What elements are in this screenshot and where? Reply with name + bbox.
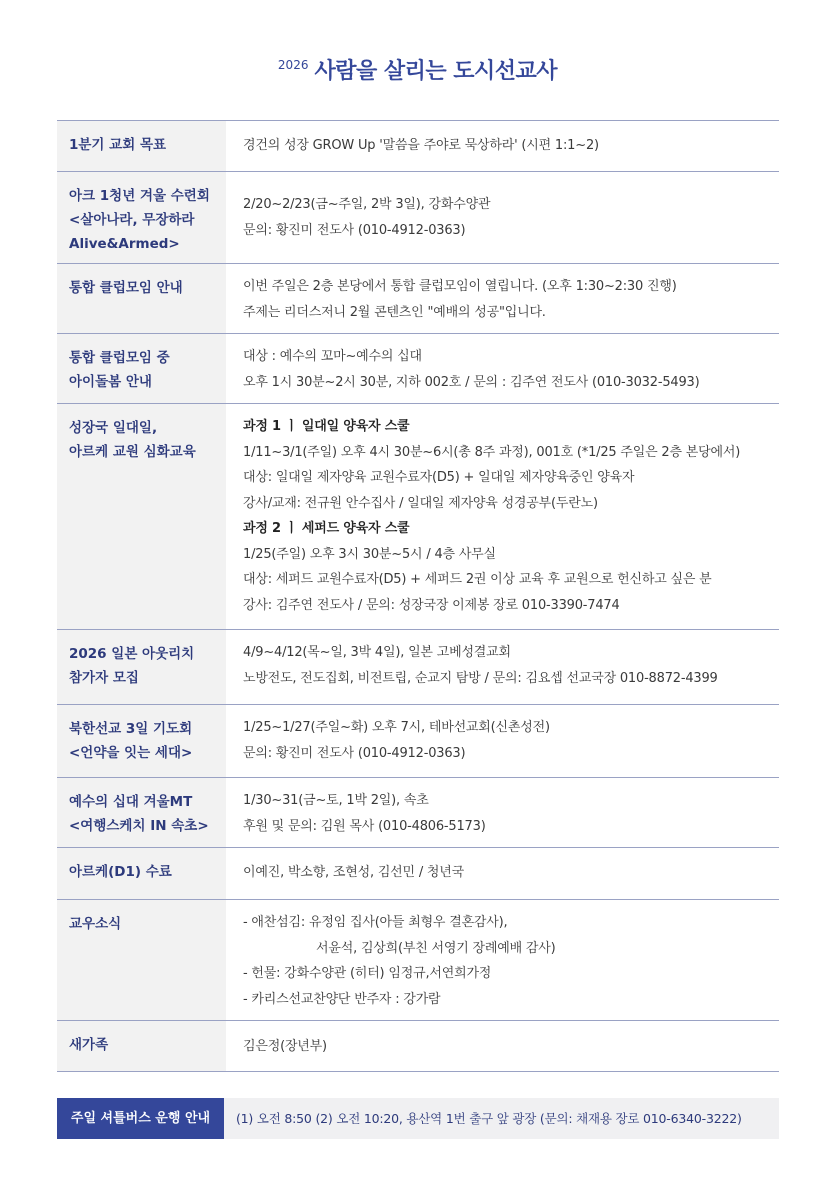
announcement-row-newcomers — [57, 1021, 779, 1072]
row-content — [226, 1021, 779, 1071]
page-header — [0, 54, 835, 85]
announcement-row-mt — [57, 778, 779, 848]
row-label: 아크 1청년 겨울 수련회 <살아나라, 무장하라 Alive&Armed> — [57, 172, 226, 263]
announcement-row-retreat — [57, 172, 779, 264]
content-line: 서윤석, 김상희(부친 서영기 장례예배 감사) — [316, 940, 556, 956]
content-line: 문의: 황진미 전도사 (010-4912-0363) — [243, 745, 466, 761]
announcement-row-club — [57, 264, 779, 334]
content-line: - 애찬섬김: 유정임 집사(아들 최형우 결혼감사), — [243, 915, 508, 930]
row-label: 북한선교 3일 기도회 <언약을 잇는 세대> — [57, 705, 226, 777]
announcement-row-goal — [57, 121, 779, 172]
content-line: 이번 주일은 2층 본당에서 통합 클럽모임이 열립니다. (오후 1:30~2:30 진행) — [243, 279, 677, 294]
content-line: 강사/교재: 전규원 안수집사 / 일대일 제자양육 성경공부(두란노) — [243, 495, 598, 511]
announcement-row-prayer — [57, 705, 779, 778]
row-label: 통합 클럽모임 안내 — [57, 264, 226, 333]
announcement-row-news — [57, 900, 779, 1021]
content-line: 2/20~2/23(금~주일, 2박 3일), 강화수양관 — [243, 197, 491, 212]
row-label: 교우소식 — [57, 900, 226, 1020]
content-line: 강사: 김주연 전도사 / 문의: 성장국장 이제봉 장로 010-3390-7474 — [243, 597, 620, 613]
row-label: 예수의 십대 겨울MT <여행스케치 IN 속초> — [57, 778, 226, 847]
row-content — [226, 778, 779, 847]
content-line: 대상: 세퍼드 교원수료자(D5) + 세퍼드 2권 이상 교육 후 교원으로 헌신하고 싶은 분 — [243, 572, 712, 587]
row-content — [226, 900, 779, 1020]
shuttle-bus-label: 주일 셔틀버스 운행 안내 — [57, 1098, 224, 1139]
row-label: 성장국 일대일, 아르케 교원 심화교육 — [57, 404, 226, 629]
content-line: 1/11~3/1(주일) 오후 4시 30분~6시(총 8주 과정), 001호 (*1/25 주일은 2층 본당에서) — [243, 444, 741, 460]
content-line: 이예진, 박소향, 조현성, 김선민 / 청년국 — [243, 865, 465, 880]
content-line: 대상 : 예수의 꼬마~예수의 십대 — [243, 349, 422, 364]
row-content — [226, 172, 779, 263]
header-year: 2026 — [277, 58, 309, 72]
content-line: 김은정(장년부) — [243, 1039, 327, 1054]
content-line: 오후 1시 30분~2시 30분, 지하 002호 / 문의 : 김주연 전도사 (010-3032-5493) — [243, 374, 700, 390]
shuttle-bus-banner — [57, 1098, 779, 1139]
content-line: 노방전도, 전도집회, 비전트립, 순교지 탐방 / 문의: 김요셉 선교국장 010-8872-4399 — [243, 670, 718, 686]
row-label: 2026 일본 아웃리치 참가자 모집 — [57, 630, 226, 704]
course-title: 과정 1 ㅣ 일대일 양육자 스쿨 — [243, 419, 410, 434]
content-line: 주제는 리더스저니 2월 콘텐츠인 "예배의 성공"입니다. — [243, 304, 546, 320]
content-line: 경건의 성장 GROW Up '말씀을 주야로 묵상하라' (시편 1:1~2) — [243, 138, 599, 153]
content-line: 4/9~4/12(목~일, 3박 4일), 일본 고베성결교회 — [243, 645, 511, 660]
content-line: 문의: 황진미 전도사 (010-4912-0363) — [243, 222, 466, 238]
announcement-row-childcare — [57, 334, 779, 404]
content-line: - 헌물: 강화수양관 (히터) 임정규,서연희가정 — [243, 966, 492, 981]
row-content — [226, 848, 779, 899]
course-title: 과정 2 ㅣ 세퍼드 양육자 스쿨 — [243, 521, 410, 536]
row-content — [226, 404, 779, 629]
content-line: 1/25~1/27(주일~화) 오후 7시, 테바선교회(신촌성전) — [243, 720, 550, 735]
row-label: 아르케(D1) 수료 — [57, 848, 226, 899]
page-title: 사람을 살리는 도시선교사 — [314, 59, 558, 84]
row-content — [226, 121, 779, 171]
content-line: 후원 및 문의: 김원 목사 (010-4806-5173) — [243, 818, 486, 834]
row-label: 통합 클럽모임 중 아이돌봄 안내 — [57, 334, 226, 403]
content-line: 대상: 일대일 제자양육 교원수료자(D5) + 일대일 제자양육중인 양육자 — [243, 470, 635, 485]
announcement-table — [57, 120, 779, 1072]
announcement-row-outreach — [57, 630, 779, 705]
announcement-row-arche — [57, 848, 779, 900]
row-content — [226, 630, 779, 704]
content-line: 1/30~31(금~토, 1박 2일), 속초 — [243, 793, 429, 808]
content-line: 1/25(주일) 오후 3시 30분~5시 / 4층 사무실 — [243, 546, 496, 562]
shuttle-bus-text: (1) 오전 8:50 (2) 오전 10:20, 용산역 1번 출구 앞 광장 (문의: 채재용 장로 010-6340-3222) — [236, 1111, 742, 1126]
announcement-row-training — [57, 404, 779, 630]
row-content — [226, 705, 779, 777]
row-label: 1분기 교회 목표 — [57, 121, 226, 171]
row-content — [226, 334, 779, 403]
content-line: - 카리스선교찬양단 반주자 : 강가람 — [243, 991, 441, 1007]
row-content — [226, 264, 779, 333]
row-label: 새가족 — [57, 1021, 226, 1071]
